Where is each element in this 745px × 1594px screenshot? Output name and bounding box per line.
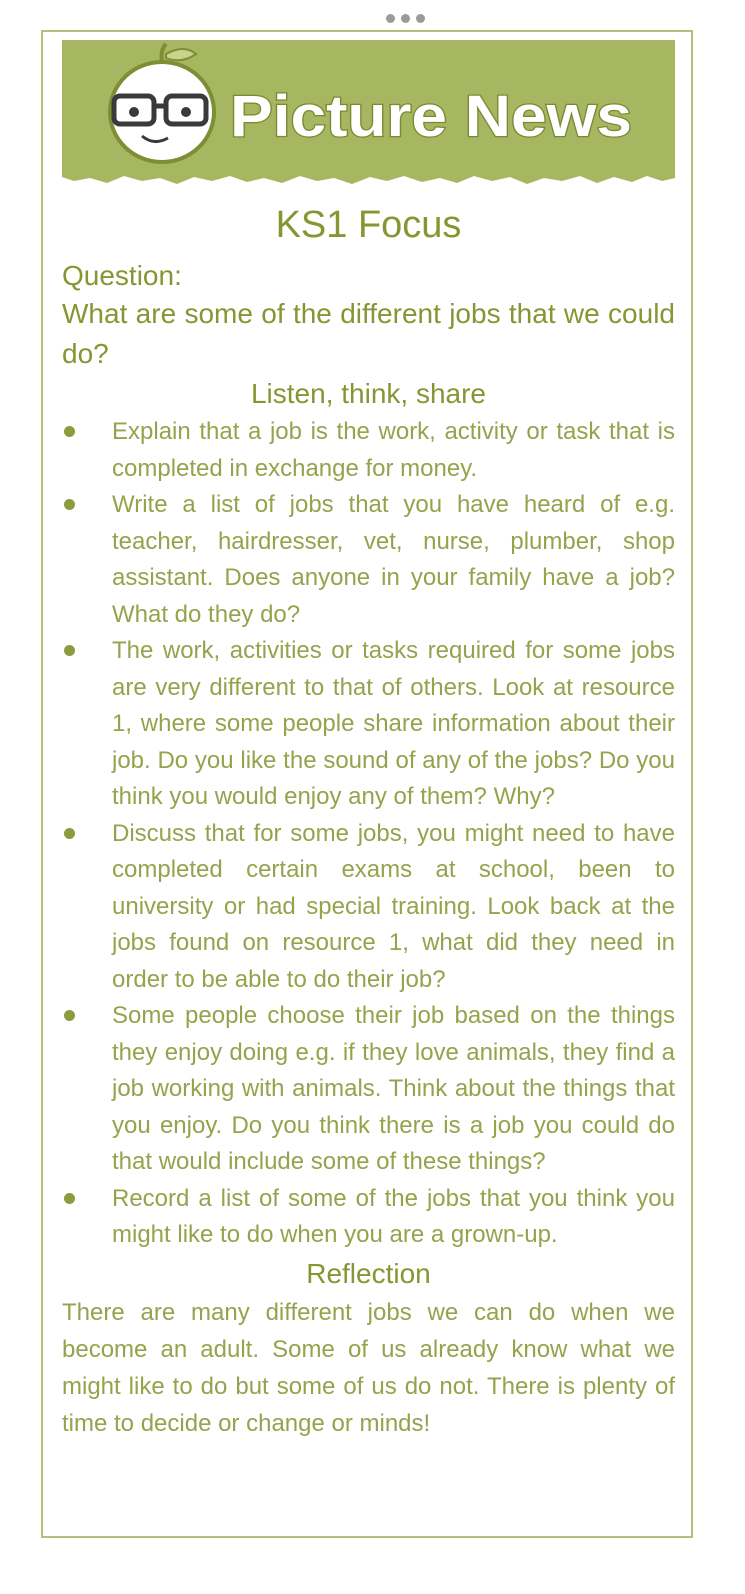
focus-card	[41, 30, 693, 1538]
list-item	[62, 1181, 675, 1254]
list-item-text: Some people choose their job based on the things they enjoy doing e.g. if they love animals, they find a job working with animals. Think about the things that you enjoy. Do you think there is a job you could do that would include some of these things?	[112, 1002, 675, 1175]
list-item-text: The work, activities or tasks required for some jobs are very different to that of others. Look at resource 1, where some people share information about their job. Do you like the sound of any of the jobs? Do you think you would enjoy any of them? Why?	[112, 637, 675, 810]
reflection-heading: Reflection	[306, 1257, 431, 1289]
main-content	[62, 202, 675, 1442]
list-item	[62, 414, 675, 487]
bullet-icon	[64, 499, 75, 510]
dot	[386, 14, 395, 23]
bullet-icon	[64, 426, 75, 437]
list-item	[62, 487, 675, 633]
bullet-icon	[64, 1010, 75, 1021]
activity-list	[62, 414, 675, 1254]
list-item	[62, 998, 675, 1181]
listen-think-share-heading: Listen, think, share	[250, 378, 487, 409]
reflection-text: There are many different jobs we can do when we become an adult. Some of us already know what we might like to do but some of us do not. There is plenty of time to decide or change or minds!	[62, 1298, 675, 1437]
dot	[401, 14, 410, 23]
focus-title: KS1 Focus	[275, 204, 462, 246]
bullet-icon	[64, 1193, 75, 1204]
banner-title: Picture News	[230, 84, 632, 149]
list-item-text: Record a list of some of the jobs that you think you might like to do when you are a grown-up.	[112, 1184, 675, 1248]
list-item	[62, 816, 675, 999]
list-item	[62, 633, 675, 816]
list-item-text: Write a list of jobs that you have heard of e.g. teacher, hairdresser, vet, nurse, plumber, shop assistant. Does anyone in your family have a job? What do they do?	[112, 491, 675, 628]
list-item-text: Discuss that for some jobs, you might need to have completed certain exams at school, been to university or had special training. Look back at the jobs found on resource 1, what did they need in order to be able to do their job?	[112, 819, 675, 993]
picture-news-banner	[62, 40, 675, 188]
bullet-icon	[64, 828, 75, 839]
question-label: Question:	[62, 260, 182, 291]
list-item-text: Explain that a job is the work, activity or task that is completed in exchange for money.	[112, 418, 675, 482]
question-text: What are some of the different jobs that we could do?	[62, 298, 675, 369]
bullet-icon	[64, 645, 75, 656]
more-options-icon[interactable]	[383, 12, 427, 24]
dot	[416, 14, 425, 23]
